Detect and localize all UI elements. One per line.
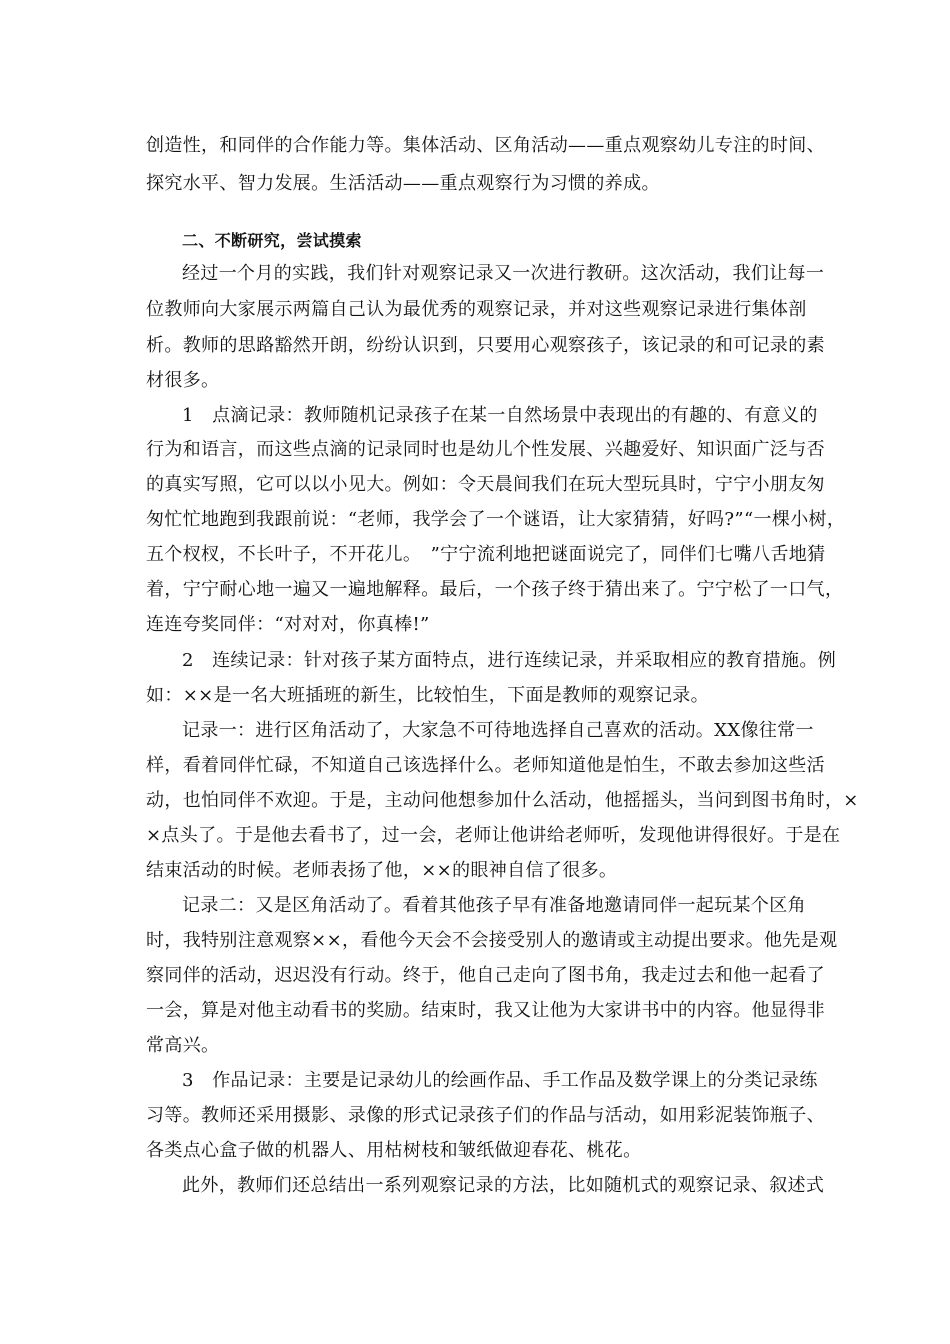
paragraph-line: 一会，算是对他主动看书的奖励。结束时，我又让他为大家讲书中的内容。他显得非 [146, 1000, 825, 1021]
paragraph-line: 3 作品记录：主要是记录幼儿的绘画作品、手工作品及数学课上的分类记录练 [182, 1070, 818, 1091]
section-heading: 二、不断研究，尝试摸索 [182, 231, 362, 250]
paragraph-line: 行为和语言，而这些点滴的记录同时也是幼儿个性发展、兴趣爱好、知识面广泛与否 [146, 439, 825, 460]
paragraph-line: 样，看着同伴忙碌，不知道自己该选择什么。老师知道他是怕生，不敢去参加这些活 [146, 755, 825, 776]
paragraph-line: 记录一：进行区角活动了，大家急不可待地选择自己喜欢的活动。XX像往常一 [182, 720, 814, 741]
paragraph-line: 察同伴的活动，迟迟没有行动。终于，他自己走向了图书角，我走过去和他一起看了 [146, 965, 825, 986]
paragraph-line: 习等。教师还采用摄影、录像的形式记录孩子们的作品与活动，如用彩泥装饰瓶子、 [146, 1105, 825, 1126]
paragraph-line: 1 点滴记录：教师随机记录孩子在某一自然场景中表现出的有趣的、有意义的 [182, 405, 818, 426]
paragraph-line: 连连夸奖同伴：“对对对，你真棒!” [146, 614, 430, 635]
paragraph-line: 结束活动的时候。老师表扬了他，××的眼神自信了很多。 [146, 860, 618, 881]
paragraph-line: 经过一个月的实践，我们针对观察记录又一次进行教研。这次活动，我们让每一 [182, 263, 825, 284]
paragraph-line: 析。教师的思路豁然开朗，纷纷认识到，只要用心观察孩子，该记录的和可记录的素 [146, 335, 825, 356]
intro-line-2: 探究水平、智力发展。生活活动——重点观察行为习惯的养成。 [146, 173, 660, 194]
paragraph-line: 记录二：又是区角活动了。看着其他孩子早有准备地邀请同伴一起玩某个区角 [182, 895, 806, 916]
paragraph-line: 如：××是一名大班插班的新生，比较怕生，下面是教师的观察记录。 [146, 685, 710, 706]
paragraph-line: 2 连续记录：针对孩子某方面特点，进行连续记录，并采取相应的教育措施。例 [182, 650, 837, 671]
paragraph-line: 时，我特别注意观察××，看他今天会不会接受别人的邀请或主动提出要求。他先是观 [146, 930, 838, 951]
paragraph-line: 此外，教师们还总结出一系列观察记录的方法，比如随机式的观察记录、叙述式 [182, 1175, 825, 1196]
paragraph-line: 五个杈杈，不长叶子，不开花儿。 ”宁宁流利地把谜面说完了，同伴们七嘴八舌地猜 [146, 544, 826, 565]
paragraph-line: 着，宁宁耐心地一遍又一遍地解释。最后，一个孩子终于猜出来了。宁宁松了一口气， [146, 579, 844, 600]
paragraph-line: 常高兴。 [146, 1035, 220, 1056]
paragraph-line: 各类点心盒子做的机器人、用枯树枝和皱纸做迎春花、桃花。 [146, 1140, 642, 1161]
paragraph-line: 材很多。 [146, 370, 220, 391]
paragraph-line: 的真实写照，它可以以小见大。例如：令天晨间我们在玩大型玩具时，宁宁小朋友匆 [146, 474, 825, 495]
paragraph-line: 位教师向大家展示两篇自己认为最优秀的观察记录，并对这些观察记录进行集体剖 [146, 299, 807, 320]
intro-line-1: 创造性，和同伴的合作能力等。集体活动、区角活动——重点观察幼儿专注的时间、 [146, 135, 825, 156]
paragraph-line: 匆忙忙地跑到我跟前说：“老师，我学会了一个谜语，让大家猜猜，好吗?”“一棵小树， [146, 509, 846, 530]
paragraph-line: ×点头了。于是他去看书了，过一会，老师让他讲给老师听，发现他讲得很好。于是在 [146, 825, 841, 846]
paragraph-line: 动，也怕同伴不欢迎。于是，主动问他想参加什么活动，他摇摇头，当问到图书角时，× [146, 790, 859, 811]
